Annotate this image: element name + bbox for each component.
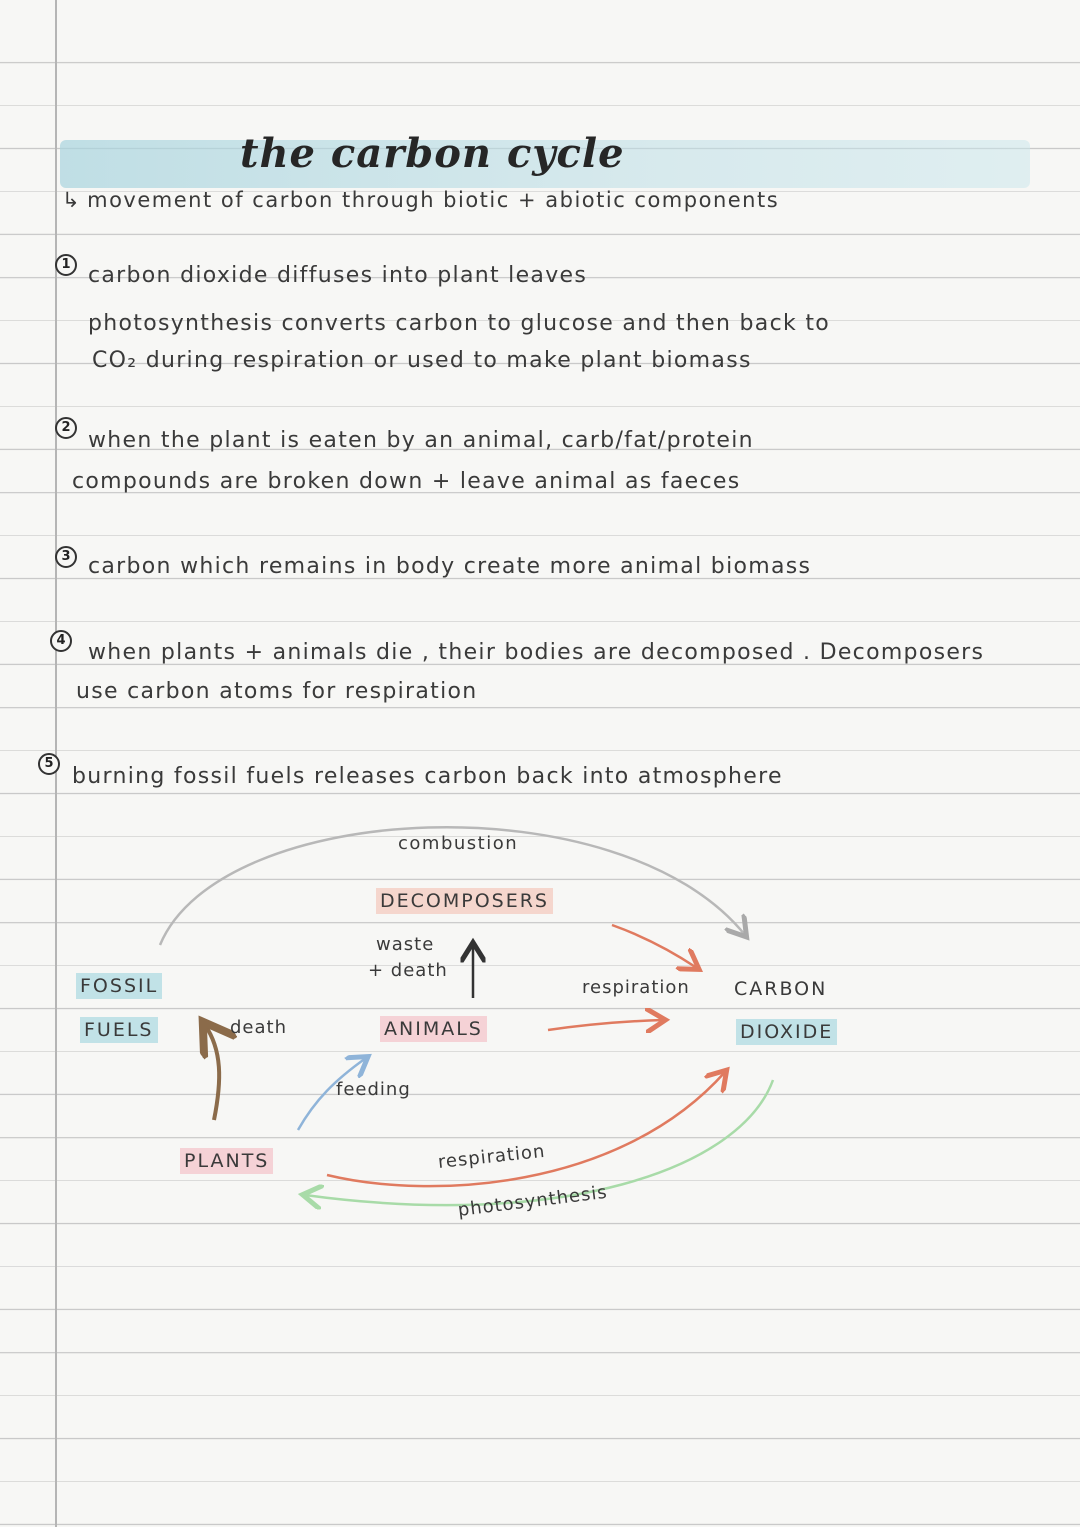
respiration-top-label: respiration [582, 977, 690, 998]
page-title: the carbon cycle [240, 130, 625, 177]
step-1-line-3: CO₂ during respiration or used to make plant biomass [92, 348, 752, 373]
step-number-2: 2 [55, 417, 77, 439]
carbon-label: CARBON [734, 978, 828, 1000]
step-2-line-1: when the plant is eaten by an animal, carb/fat/protein [88, 428, 754, 453]
step-number-4: 4 [50, 630, 72, 652]
decomposer-respiration-arrow [612, 925, 697, 968]
step-4-line-1: when plants + animals die , their bodies are decomposed . Decomposers [88, 640, 985, 665]
fossil-label: FOSSIL [76, 973, 162, 999]
respiration-bottom-label: respiration [436, 1140, 547, 1173]
subtitle-text: movement of carbon through biotic + abiotic components [87, 188, 780, 212]
death-plus-label: + death [368, 960, 448, 981]
waste-label: waste [376, 934, 435, 955]
photosynthesis-label: photosynthesis [456, 1181, 609, 1221]
death-arrow [205, 1025, 219, 1120]
animals-label: ANIMALS [380, 1016, 487, 1042]
step-3-line-1: carbon which remains in body create more animal biomass [88, 554, 812, 579]
fuels-label: FUELS [80, 1017, 158, 1043]
animal-respiration-arrow [548, 1020, 663, 1030]
dioxide-label: DIOXIDE [736, 1019, 837, 1045]
step-1-line-1: carbon dioxide diffuses into plant leaves [88, 263, 588, 288]
step-number-5: 5 [38, 753, 60, 775]
step-number-3: 3 [55, 546, 77, 568]
step-1-line-2: photosynthesis converts carbon to glucose and then back to [88, 311, 831, 336]
hook-arrow-icon: ↳ [62, 188, 82, 212]
plants-label: PLANTS [180, 1148, 273, 1174]
step-4-line-2: use carbon atoms for respiration [76, 679, 478, 704]
step-number-1: 1 [55, 254, 77, 276]
death-label: death [230, 1017, 287, 1038]
combustion-label: combustion [398, 833, 519, 854]
step-2-line-2: compounds are broken down + leave animal as faeces [72, 469, 741, 494]
feeding-label: feeding [336, 1079, 411, 1100]
step-5-line-1: burning fossil fuels releases carbon back into atmosphere [72, 764, 783, 789]
decomposers-label: DECOMPOSERS [376, 888, 553, 914]
